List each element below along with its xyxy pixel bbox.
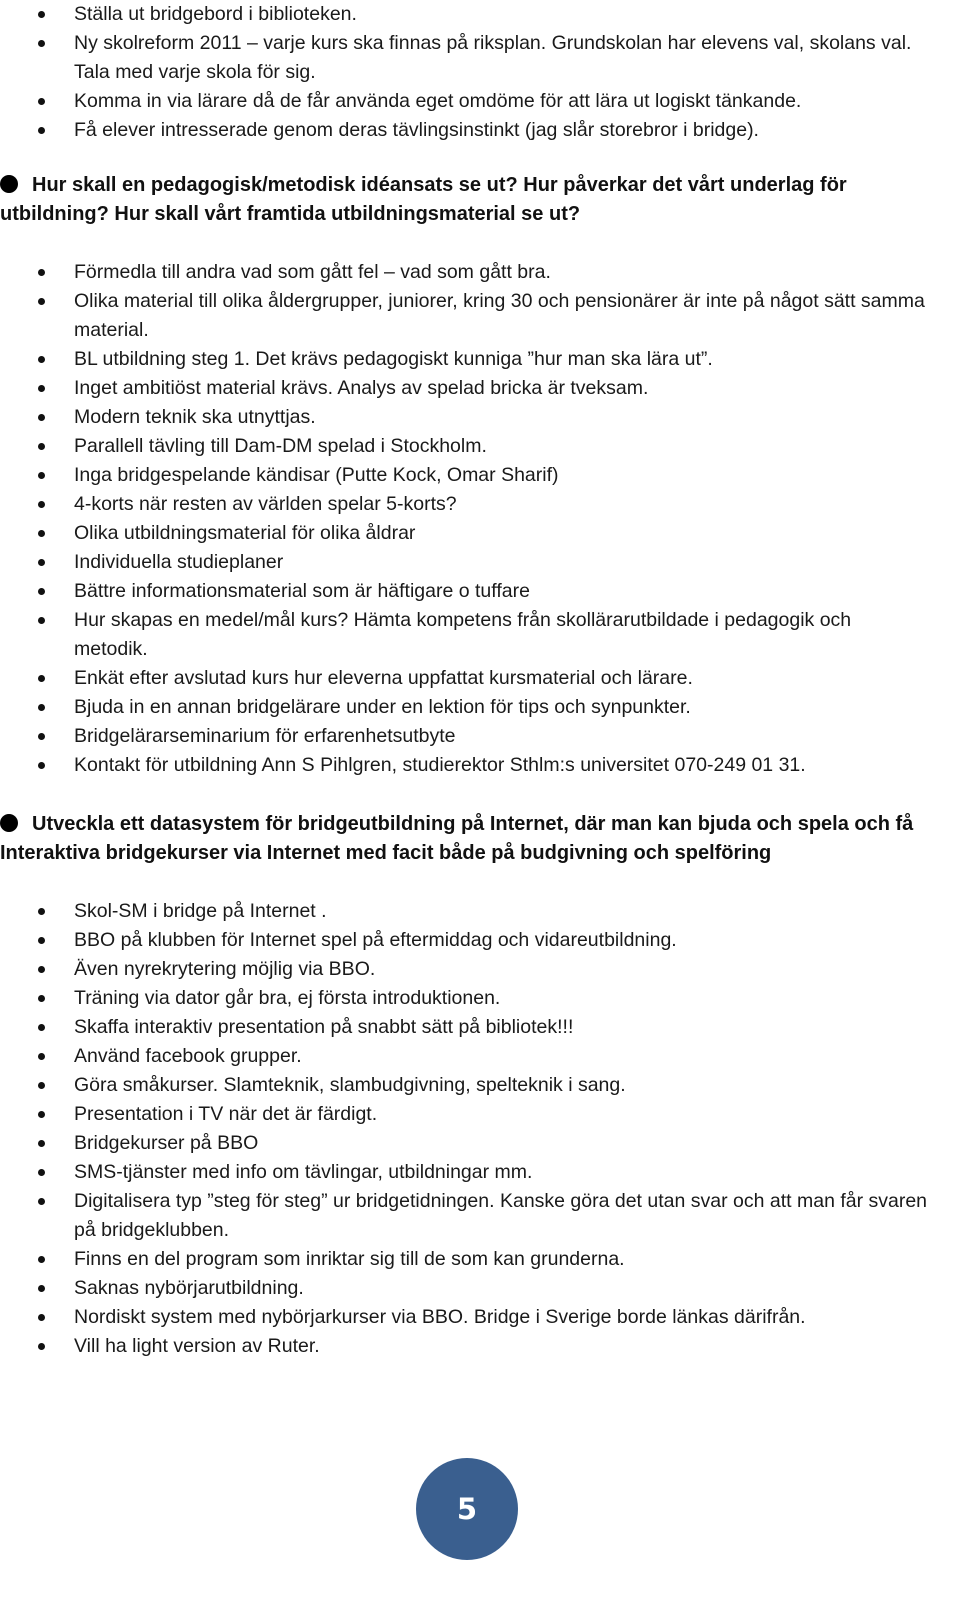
bullet-icon: [38, 98, 45, 105]
list-item-text: Saknas nybörjarutbildning.: [74, 1277, 304, 1299]
list-item: [0, 926, 940, 955]
list-item-text: 4-korts när resten av världen spelar 5-korts?: [74, 493, 457, 515]
heading-bullet-icon: [0, 814, 18, 832]
list-item-text: Ny skolreform 2011 – varje kurs ska finnas på riksplan. Grundskolan har elevens val, skolans val. Tala med varje skola för sig.: [74, 32, 912, 83]
bullet-icon: [38, 1140, 45, 1147]
list-item: [0, 403, 940, 432]
list-item-text: Ställa ut bridgebord i biblioteken.: [74, 3, 357, 25]
bullet-icon: [38, 127, 45, 134]
list-item: [0, 897, 940, 926]
list-item-text: Finns en del program som inriktar sig till de som kan grunderna.: [74, 1248, 625, 1270]
list-item: [0, 1245, 940, 1274]
bullet-icon: [38, 501, 45, 508]
bullet-icon: [38, 704, 45, 711]
list-item-text: Göra småkurser. Slamteknik, slambudgivning, spelteknik i sang.: [74, 1074, 626, 1096]
list-item-text: SMS-tjänster med info om tävlingar, utbildningar mm.: [74, 1161, 533, 1183]
list-item: [0, 29, 940, 87]
list-item: [0, 287, 940, 345]
bullet-icon: [38, 472, 45, 479]
list-item: [0, 116, 940, 145]
list-item-text: Använd facebook grupper.: [74, 1045, 302, 1067]
list-item: [0, 461, 940, 490]
list-item-text: Bjuda in en annan bridgelärare under en lektion för tips och synpunkter.: [74, 696, 691, 718]
bullet-icon: [38, 733, 45, 740]
list-item: [0, 258, 940, 287]
bullet-list-pedagogy: [0, 258, 940, 780]
list-item: [0, 519, 940, 548]
bullet-icon: [38, 1111, 45, 1118]
bullet-icon: [38, 937, 45, 944]
list-item-text: Hur skapas en medel/mål kurs? Hämta kompetens från skollärarutbildade i pedagogik och metodik.: [74, 609, 852, 660]
section-heading-datasystem: [0, 810, 950, 868]
list-item-text: Bridgekurser på BBO: [74, 1132, 259, 1154]
bullet-list-datasystem: [0, 897, 940, 1361]
list-item-text: Modern teknik ska utnyttjas.: [74, 406, 316, 428]
bullet-icon: [38, 966, 45, 973]
list-item: [0, 374, 940, 403]
list-item-text: Inga bridgespelande kändisar (Putte Kock, Omar Sharif): [74, 464, 559, 486]
bullet-icon: [38, 1053, 45, 1060]
bullet-icon: [38, 1198, 45, 1205]
list-item: [0, 432, 940, 461]
list-item: [0, 751, 940, 780]
list-item: [0, 1158, 940, 1187]
list-item-text: Presentation i TV när det är färdigt.: [74, 1103, 378, 1125]
list-item: [0, 345, 940, 374]
section-heading-pedagogy: [0, 171, 950, 229]
bullet-icon: [38, 530, 45, 537]
bullet-list-intro: [0, 0, 940, 145]
list-item: [0, 1303, 940, 1332]
list-item: [0, 606, 940, 664]
bullet-icon: [38, 298, 45, 305]
list-item-text: Bättre informationsmaterial som är häftigare o tuffare: [74, 580, 530, 602]
list-item: [0, 1071, 940, 1100]
list-item: [0, 0, 940, 29]
list-item: [0, 955, 940, 984]
list-item-text: Träning via dator går bra, ej första introduktionen.: [74, 987, 501, 1009]
list-item: [0, 984, 940, 1013]
section-heading-text: Hur skall en pedagogisk/metodisk idéansats se ut? Hur påverkar det vårt underlag för utbildning? Hur skall vårt framtida utbildningsmaterial se ut?: [0, 174, 847, 225]
list-item: [0, 490, 940, 519]
bullet-icon: [38, 908, 45, 915]
list-item-text: BBO på klubben för Internet spel på eftermiddag och vidareutbildning.: [74, 929, 677, 951]
bullet-icon: [38, 1314, 45, 1321]
bullet-icon: [38, 1082, 45, 1089]
bullet-icon: [38, 995, 45, 1002]
bullet-icon: [38, 443, 45, 450]
list-item: [0, 722, 940, 751]
list-item: [0, 577, 940, 606]
list-item: [0, 1129, 940, 1158]
list-item-text: Digitalisera typ ”steg för steg” ur bridgetidningen. Kanske göra det utan svar och att man får svaren på bridgeklubben.: [74, 1190, 928, 1241]
list-item-text: Individuella studieplaner: [74, 551, 284, 573]
bullet-icon: [38, 1169, 45, 1176]
bullet-icon: [38, 1285, 45, 1292]
bullet-icon: [38, 385, 45, 392]
list-item-text: Inget ambitiöst material krävs. Analys av spelad bricka är tveksam.: [74, 377, 649, 399]
list-item-text: Komma in via lärare då de får använda eget omdöme för att lära ut logiskt tänkande.: [74, 90, 802, 112]
bullet-icon: [38, 1343, 45, 1350]
bullet-icon: [38, 559, 45, 566]
list-item: [0, 1274, 940, 1303]
bullet-icon: [38, 1024, 45, 1031]
bullet-icon: [38, 1256, 45, 1263]
list-item: [0, 87, 940, 116]
list-item: [0, 1013, 940, 1042]
list-item: [0, 1100, 940, 1129]
list-item: [0, 1187, 940, 1245]
bullet-icon: [38, 356, 45, 363]
list-item-text: Vill ha light version av Ruter.: [74, 1335, 320, 1357]
heading-bullet-icon: [0, 175, 18, 193]
list-item-text: Skaffa interaktiv presentation på snabbt sätt på bibliotek!!!: [74, 1016, 574, 1038]
list-item-text: Olika material till olika åldergrupper, juniorer, kring 30 och pensionärer är inte på något sätt samma material.: [74, 290, 925, 341]
list-item-text: Parallell tävling till Dam-DM spelad i Stockholm.: [74, 435, 487, 457]
list-item-text: Få elever intresserade genom deras tävlingsinstinkt (jag slår storebror i bridge).: [74, 119, 759, 141]
list-item: [0, 693, 940, 722]
bullet-icon: [38, 762, 45, 769]
bullet-icon: [38, 414, 45, 421]
list-item: [0, 664, 940, 693]
list-item-text: Kontakt för utbildning Ann S Pihlgren, studierektor Sthlm:s universitet 070-249 01 31.: [74, 754, 806, 776]
list-item: [0, 1042, 940, 1071]
page-number-badge: [416, 1458, 518, 1560]
list-item-text: Olika utbildningsmaterial för olika åldrar: [74, 522, 416, 544]
page-number: 5: [456, 1492, 478, 1526]
list-item: [0, 548, 940, 577]
bullet-icon: [38, 11, 45, 18]
list-item: [0, 1332, 940, 1361]
bullet-icon: [38, 40, 45, 47]
list-item-text: Även nyrekrytering möjlig via BBO.: [74, 958, 376, 980]
list-item-text: Nordiskt system med nybörjarkurser via BBO. Bridge i Sverige borde länkas därifrån.: [74, 1306, 806, 1328]
list-item-text: Förmedla till andra vad som gått fel – vad som gått bra.: [74, 261, 551, 283]
list-item-text: Enkät efter avslutad kurs hur eleverna uppfattat kursmaterial och lärare.: [74, 667, 693, 689]
list-item-text: Bridgelärarseminarium för erfarenhetsutbyte: [74, 725, 456, 747]
bullet-icon: [38, 269, 45, 276]
bullet-icon: [38, 617, 45, 624]
list-item-text: BL utbildning steg 1. Det krävs pedagogiskt kunniga ”hur man ska lära ut”.: [74, 348, 713, 370]
bullet-icon: [38, 675, 45, 682]
bullet-icon: [38, 588, 45, 595]
list-item-text: Skol-SM i bridge på Internet .: [74, 900, 327, 922]
section-heading-text: Utveckla ett datasystem för bridgeutbildning på Internet, där man kan bjuda och spela och få Interaktiva bridgekurser via Internet med facit både på budgivning och spelföring: [0, 813, 914, 864]
